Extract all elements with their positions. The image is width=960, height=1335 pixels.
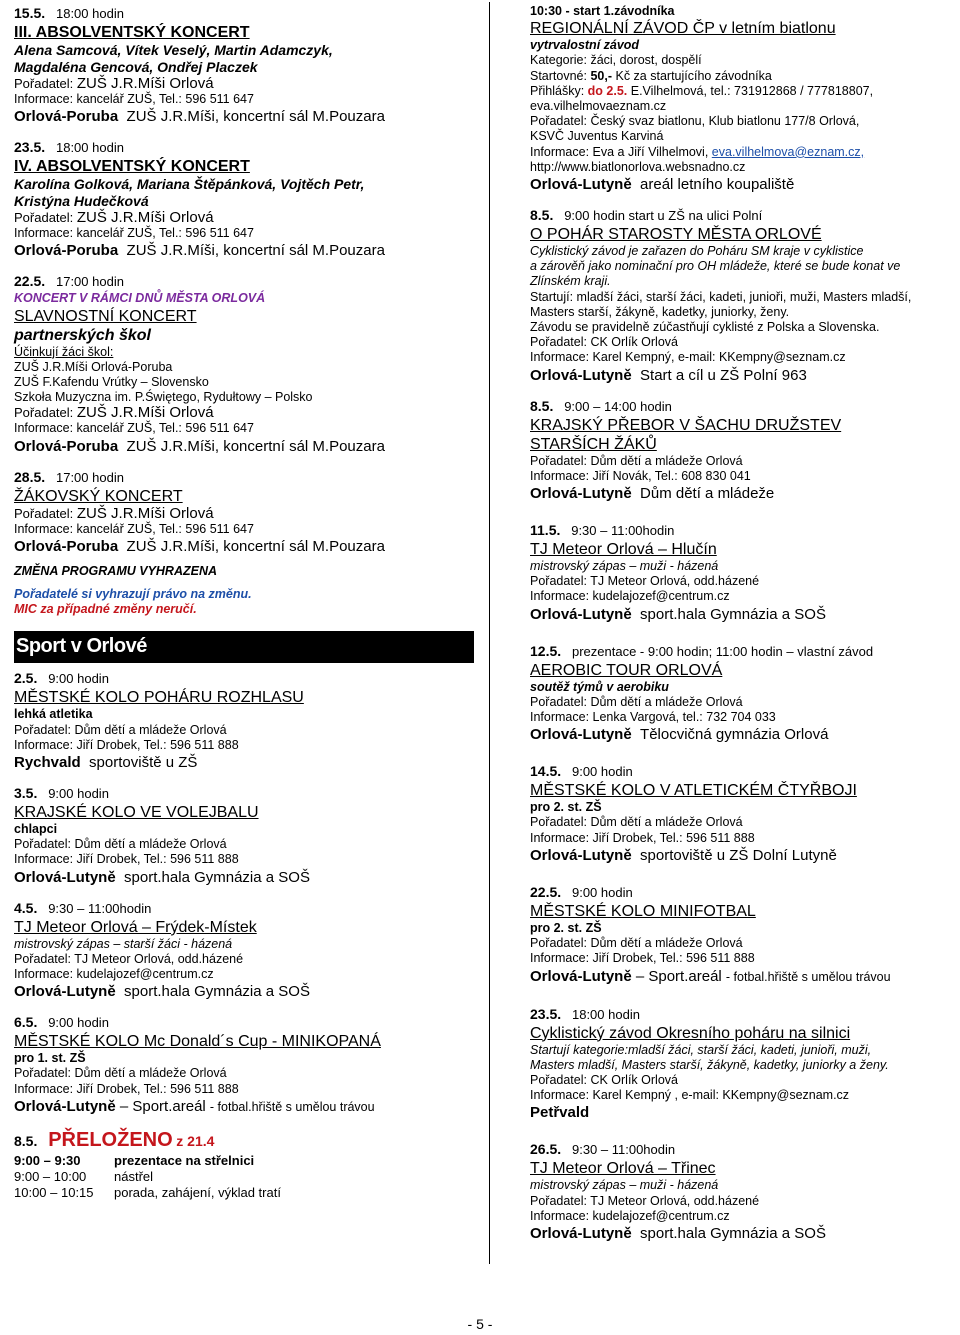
venue: ZUŠ J.R.Míši, koncertní sál M.Pouzara xyxy=(126,437,385,455)
venue: sportoviště u ZŠ xyxy=(89,754,198,772)
info: Informace: Jiří Drobek, Tel.: 596 511 888 xyxy=(14,852,239,867)
organizer-label: Pořadatel: xyxy=(14,76,74,91)
schedule-time: 10:00 – 10:15 xyxy=(14,1184,94,1200)
sport-3-5 xyxy=(14,784,474,887)
info: Informace: Karel Kempný, e-mail: KKempny@seznam.cz xyxy=(530,350,846,365)
event-title-2: STARŠÍCH ŽÁKŮ xyxy=(530,435,657,453)
left-column xyxy=(14,4,474,1201)
place: Orlová-Lutyně xyxy=(530,176,632,194)
sport-2-5 xyxy=(14,669,474,772)
category: pro 2. st. ZŠ xyxy=(530,800,602,815)
sport-14-5 xyxy=(530,762,958,865)
note: Závodu se pravidelně zúčastňují cyklisté z Polska a Slovenska. xyxy=(530,320,880,335)
organizer: Pořadatel: Dům dětí a mládeže Orlová xyxy=(530,815,743,830)
place: Petřvald xyxy=(530,1104,590,1122)
event-date: 23.5. xyxy=(530,1005,562,1022)
event-time: 9:00 hodin xyxy=(48,1015,109,1031)
notice: Pořadatelé si vyhrazují právo na změnu. xyxy=(14,587,252,602)
postponed-from: z 21.4 xyxy=(176,1132,215,1149)
event-time: 18:00 hodin xyxy=(571,1006,640,1022)
organizer: Pořadatel: Dům dětí a mládeže Orlová xyxy=(14,1066,227,1081)
organizer: ZUŠ J.R.Míši Orlová xyxy=(76,404,214,422)
event-time: 9:00 hodin xyxy=(48,786,109,802)
place: Orlová-Poruba xyxy=(14,537,119,555)
event-date: 8.5. xyxy=(530,207,554,224)
info: Informace: kudelajozef@centrum.cz xyxy=(530,1208,730,1223)
info: Informace: kancelář ZUŠ, Tel.: 596 511 647 xyxy=(14,92,254,106)
starters: Startují: mladší žáci, starší žáci, kadeti, junioři, muži, Masters mladší, xyxy=(530,289,912,304)
event-time: 9:30 – 11:00hodin xyxy=(571,1142,676,1158)
event-time: 9:00 hodin xyxy=(48,671,109,687)
event-time: 9:00 hodin start u ZŠ na ulici Polní xyxy=(564,208,763,224)
venue-note: - fotbal.hřiště s umělou trávou xyxy=(209,1099,375,1114)
performers: Karolína Golková, Mariana Štěpánková, Vojtěch Petr, xyxy=(14,176,365,193)
venue: sport.hala Gymnázia a SOŠ xyxy=(640,605,826,623)
event-date: 14.5. xyxy=(530,763,562,780)
event-title: AEROBIC TOUR ORLOVÁ xyxy=(530,661,723,679)
schedule-row xyxy=(14,1153,474,1169)
event-date: 8.5. xyxy=(14,1132,38,1149)
organizer: Pořadatel: CK Orlík Orlová xyxy=(530,1072,678,1087)
event-22-5 xyxy=(14,272,474,455)
info: Informace: kudelajozef@centrum.cz xyxy=(14,967,214,982)
event-date: 12.5. xyxy=(530,642,562,659)
event-time: 9:00 – 14:00 hodin xyxy=(564,398,672,414)
event-date: 2.5. xyxy=(14,670,38,687)
registration-contact: E.Vilhelmová, tel.: 731912868 / 777818807, xyxy=(630,83,874,98)
sport-11-5 xyxy=(530,521,958,624)
category: Kategorie: žáci, dorost, dospělí xyxy=(530,53,702,68)
event-title: IV. ABSOLVENTSKÝ KONCERT xyxy=(14,158,250,176)
place: Orlová-Lutyně xyxy=(530,1224,632,1242)
organizer: Pořadatel: Dům dětí a mládeže Orlová xyxy=(14,837,227,852)
organizer: Pořadatel: TJ Meteor Orlová, odd.házené xyxy=(530,1193,760,1208)
info: Informace: kudelajozef@centrum.cz xyxy=(530,589,730,604)
registration-email: eva.vilhelmovaeznam.cz xyxy=(530,99,667,114)
notice: MIC za případné změny neručí. xyxy=(14,602,197,617)
column-divider xyxy=(489,2,490,1264)
event-title: TJ Meteor Orlová – Frýdek-Místek xyxy=(14,918,257,936)
event-time: 10:30 - start 1.závodníka xyxy=(530,4,675,18)
category: mistrovský zápas – muži - házená xyxy=(530,559,719,574)
starters: Masters starší, žákyně, kadetky, juniorky, ženy. xyxy=(530,304,790,319)
place: Orlová-Lutyně xyxy=(530,967,632,985)
organizer: Pořadatel: TJ Meteor Orlová, odd.házené xyxy=(530,574,760,589)
right-column xyxy=(530,4,958,1243)
section-banner: Sport v Orlové xyxy=(14,631,474,663)
event-time: 18:00 hodin xyxy=(55,6,124,21)
event-date: 3.5. xyxy=(14,785,38,802)
category: lehká atletika xyxy=(14,707,93,722)
category: soutěž týmů v aerobiku xyxy=(530,679,669,694)
info: Informace: Jiří Novák, Tel.: 608 830 041 xyxy=(530,468,751,483)
organizer: Pořadatel: Dům dětí a mládeže Orlová xyxy=(530,694,743,709)
description: Startují kategorie:mladší žáci, starší žáci, kadeti, junioři, muži, xyxy=(530,1042,872,1057)
event-title: MĚSTSKÉ KOLO MINIFOTBAL xyxy=(530,902,756,920)
registration-deadline: do 2.5. xyxy=(587,83,628,98)
event-title: III. ABSOLVENTSKÝ KONCERT xyxy=(14,24,250,41)
event-title: MĚSTSKÉ KOLO POHÁRU ROZHLASU xyxy=(14,689,304,707)
place: Orlová-Lutyně xyxy=(14,983,116,1001)
venue: ZUŠ J.R.Míši, koncertní sál M.Pouzara xyxy=(126,537,385,555)
event-time: 17:00 hodin xyxy=(55,469,124,485)
venue: Start a cíl u ZŠ Polní 963 xyxy=(640,366,807,384)
event-title: O POHÁR STAROSTY MĚSTA ORLOVÉ xyxy=(530,226,822,244)
event-date: 8.5. xyxy=(530,397,554,414)
event-time: 9:00 hodin xyxy=(571,764,633,780)
event-date: 6.5. xyxy=(14,1014,38,1031)
organizer-2: KSVČ Juventus Karviná xyxy=(530,129,664,144)
place: Orlová-Poruba xyxy=(14,108,119,126)
school: ZUŠ J.R.Míši Orlová-Poruba xyxy=(14,359,173,374)
performers: Kristýna Hudečková xyxy=(14,193,149,210)
place: Orlová-Poruba xyxy=(14,242,119,260)
organizer: Pořadatel: CK Orlík Orlová xyxy=(530,335,678,350)
event-23-5 xyxy=(14,138,474,260)
event-title: MĚSTSKÉ KOLO Mc Donald´s Cup - MINIKOPANÁ xyxy=(14,1033,381,1051)
event-date: 15.5. xyxy=(14,5,46,21)
event-title: KRAJSKÉ KOLO VE VOLEJBALU xyxy=(14,804,259,822)
info: Informace: Jiří Drobek, Tel.: 596 511 888 xyxy=(14,1081,239,1096)
category: chlapci xyxy=(14,822,58,837)
website: http://www.biatlonorlova.websnadno.cz xyxy=(530,159,746,174)
page-number: - 5 - xyxy=(467,1316,493,1332)
category: pro 2. st. ZŠ xyxy=(530,920,602,935)
description: a zárověň jako nominační pro OH mládeže, které se bude konat ve xyxy=(530,259,901,274)
event-title: KRAJSKÝ PŘEBOR V ŠACHU DRUŽSTEV xyxy=(530,416,842,434)
venue: – Sport.areál xyxy=(119,1097,206,1115)
venue: sport.hala Gymnázia a SOŠ xyxy=(640,1224,826,1242)
description: Zlínském kraji. xyxy=(530,274,611,289)
organizer: ZUŠ J.R.Míši Orlová xyxy=(76,75,214,92)
event-subtitle: vytrvalostní závod xyxy=(530,38,640,53)
schedule-time: 9:00 – 10:00 xyxy=(14,1168,87,1184)
organizer: Pořadatel: Český svaz biatlonu, Klub biatlonu 177/8 Orlová, xyxy=(530,114,860,129)
organizer-label: Pořadatel: xyxy=(14,210,74,226)
change-notice: ZMĚNA PROGRAMU VYHRAZENA xyxy=(14,563,218,578)
event-title: MĚSTSKÉ KOLO V ATLETICKÉM ČTYŘBOJI xyxy=(530,782,857,800)
event-time: 9:00 hodin xyxy=(571,884,633,900)
place: Rychvald xyxy=(14,754,81,772)
event-time: 17:00 hodin xyxy=(55,274,124,290)
sport-12-5 xyxy=(530,642,958,745)
info: Informace: kancelář ZUŠ, Tel.: 596 511 647 xyxy=(14,226,254,241)
sport-26-5 xyxy=(530,1140,958,1243)
sport-4-5 xyxy=(14,899,474,1002)
schedule-item: nástřel xyxy=(114,1168,154,1184)
venue: sportoviště u ZŠ Dolní Lutyně xyxy=(640,846,837,864)
place: Orlová-Lutyně xyxy=(530,726,632,744)
info: Informace: kancelář ZUŠ, Tel.: 596 511 647 xyxy=(14,421,254,436)
event-time: 9:30 – 11:00hodin xyxy=(571,523,675,539)
event-date: 28.5. xyxy=(14,468,46,485)
info: Informace: Jiří Drobek, Tel.: 596 511 888 xyxy=(530,830,755,845)
category: mistrovský zápas – muži - házená xyxy=(530,1178,719,1193)
organizer: Pořadatel: TJ Meteor Orlová, odd.házené xyxy=(14,951,244,966)
info: Informace: kancelář ZUŠ, Tel.: 596 511 647 xyxy=(14,521,254,536)
venue: Dům dětí a mládeže xyxy=(640,485,775,503)
venue: Tělocvičná gymnázia Orlová xyxy=(640,726,829,744)
event-title: SLAVNOSTNÍ KONCERT xyxy=(14,307,197,325)
event-date: 22.5. xyxy=(530,883,562,900)
event-date: 26.5. xyxy=(530,1141,562,1158)
fee-rest: Kč za startujícího závodníka xyxy=(615,68,772,83)
sport-22-5 xyxy=(530,883,958,987)
info: Informace: Lenka Vargová, tel.: 732 704 033 xyxy=(530,710,776,725)
venue: ZUŠ J.R.Míši, koncertní sál M.Pouzara xyxy=(126,242,385,260)
event-title: Cyklistický závod Okresního poháru na silnici xyxy=(530,1024,851,1042)
school: ZUŠ F.Kafendu Vrútky – Slovensko xyxy=(14,375,209,390)
organizer: ZUŠ J.R.Míši Orlová xyxy=(76,209,214,227)
place: Orlová-Lutyně xyxy=(14,868,116,886)
category: pro 1. st. ZŠ xyxy=(14,1051,86,1066)
place: Orlová-Lutyně xyxy=(14,1097,116,1115)
info: Informace: Karel Kempný , e-mail: KKempny@seznam.cz xyxy=(530,1088,850,1103)
info: Informace: Eva a Jiří Vilhelmovi, xyxy=(530,144,709,159)
place: Orlová-Lutyně xyxy=(530,366,632,384)
event-title: ŽÁKOVSKÝ KONCERT xyxy=(14,487,183,505)
participants-label: Účinkují žáci škol: xyxy=(14,344,114,359)
event-date: 23.5. xyxy=(14,139,46,156)
place: Orlová-Lutyně xyxy=(530,485,632,503)
performers: Magdaléna Gencová, Ondřej Placzek xyxy=(14,59,258,75)
place: Orlová-Lutyně xyxy=(530,846,632,864)
organizer: Pořadatel: Dům dětí a mládeže Orlová xyxy=(530,453,743,468)
info-email-link[interactable]: eva.vilhelmova@eznam.cz, xyxy=(711,144,865,159)
event-date: 11.5. xyxy=(530,522,561,539)
fee-label: Startovné: xyxy=(530,68,587,83)
event-title: TJ Meteor Orlová – Třinec xyxy=(530,1160,716,1178)
sport-8-5 xyxy=(14,1129,474,1201)
event-time: 18:00 hodin xyxy=(55,140,124,156)
venue: ZUŠ J.R.Míši, koncertní sál M.Pouzara xyxy=(126,108,385,126)
sport-biathlon xyxy=(530,4,958,194)
sport-23-5 xyxy=(530,1005,958,1123)
school: Szkoła Muzyczna im. P.Świętego, Rydułtowy – Polsko xyxy=(14,390,313,405)
schedule-row xyxy=(14,1185,474,1201)
info: Informace: Jiří Drobek, Tel.: 596 511 888 xyxy=(14,737,239,752)
info: Informace: Jiří Drobek, Tel.: 596 511 888 xyxy=(530,951,755,966)
performers: Alena Samcová, Vítek Veselý, Martin Adamczyk, xyxy=(14,42,333,58)
organizer: Pořadatel: Dům dětí a mládeže Orlová xyxy=(530,936,743,951)
event-title-2: partnerských škol xyxy=(14,326,151,344)
schedule-time: 9:00 – 9:30 xyxy=(14,1152,81,1168)
description: Masters mladší, Masters starší, žákyně, kadetky, juniorky a ženy. xyxy=(530,1057,889,1072)
event-time: 9:30 – 11:00hodin xyxy=(48,900,152,916)
event-title: REGIONÁLNÍ ZÁVOD ČP v letním biatlonu xyxy=(530,20,836,38)
description: Cyklistický závod je zařazen do Poháru SM kraje v cyklistice xyxy=(530,244,864,259)
venue: sport.hala Gymnázia a SOŠ xyxy=(124,983,310,1001)
schedule-item: prezentace na střelnici xyxy=(114,1152,255,1168)
event-time: prezentace - 9:00 hodin; 11:00 hodin – vlastní závod xyxy=(571,643,874,659)
venue: – Sport.areál xyxy=(635,967,722,985)
organizer: ZUŠ J.R.Míši Orlová xyxy=(76,504,214,522)
sport-8-5-chess xyxy=(530,397,958,503)
venue: sport.hala Gymnázia a SOŠ xyxy=(124,868,310,886)
schedule-row xyxy=(14,1169,474,1185)
category: mistrovský zápas – starší žáci - házená xyxy=(14,936,233,951)
sport-8-5-cycling xyxy=(530,206,958,385)
registration-label: Přihlášky: xyxy=(530,83,585,98)
event-date: 22.5. xyxy=(14,273,46,290)
place: Orlová-Poruba xyxy=(14,437,119,455)
venue-note: - fotbal.hřiště s umělou trávou xyxy=(725,969,891,984)
schedule-item: porada, zahájení, výklad tratí xyxy=(114,1184,281,1200)
event-28-5 xyxy=(14,468,474,556)
organizer-label: Pořadatel: xyxy=(14,405,74,421)
venue: areál letního koupaliště xyxy=(640,176,795,194)
postponed-label: PŘELOŽENO xyxy=(48,1128,173,1151)
event-date: 4.5. xyxy=(14,899,38,916)
event-title: TJ Meteor Orlová – Hlučín xyxy=(530,541,717,559)
place: Orlová-Lutyně xyxy=(530,605,632,623)
sport-6-5 xyxy=(14,1013,474,1117)
event-subtitle: KONCERT V RÁMCI DNŮ MĚSTA ORLOVÁ xyxy=(14,291,266,306)
organizer-label: Pořadatel: xyxy=(14,505,74,521)
event-15-5 xyxy=(14,4,474,126)
fee: 50,- xyxy=(590,68,613,83)
organizer: Pořadatel: Dům dětí a mládeže Orlová xyxy=(14,722,227,737)
